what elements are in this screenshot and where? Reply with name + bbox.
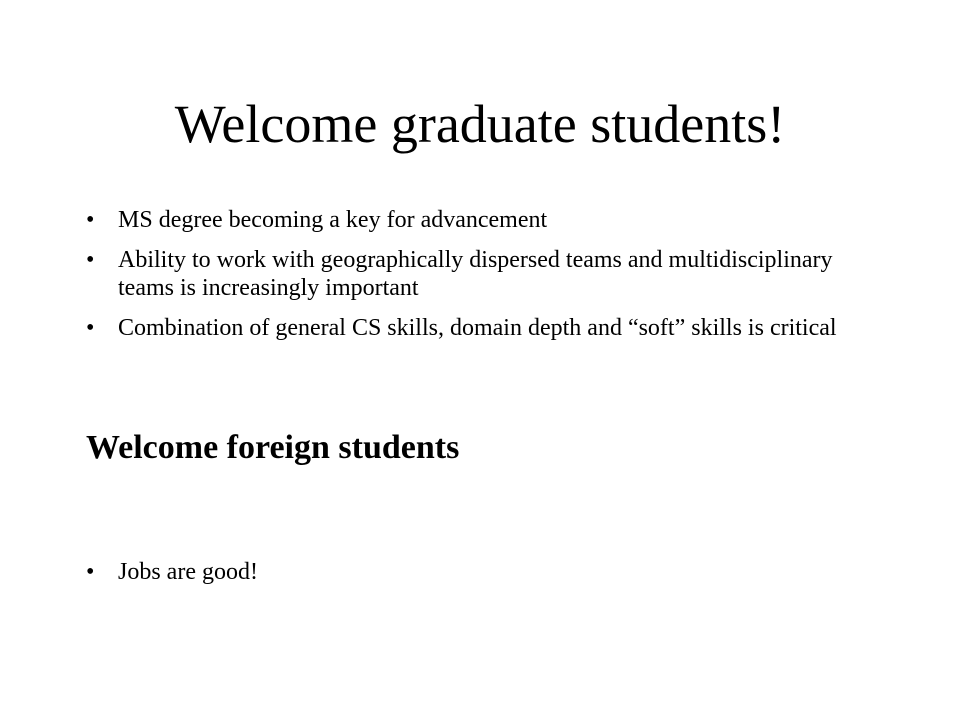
bullet-text: Combination of general CS skills, domain depth and “soft” skills is critical (118, 315, 837, 341)
bullet-item (86, 314, 886, 342)
bullet-icon: • (86, 247, 95, 273)
slide-title: Welcome graduate students! (174, 94, 786, 154)
bullet-list-foreign (86, 558, 886, 598)
bullet-icon: • (86, 559, 95, 585)
bullet-icon: • (86, 207, 95, 233)
bullet-text: MS degree becoming a key for advancement (118, 207, 548, 233)
bullet-item (86, 558, 886, 586)
bullet-list-graduate (86, 206, 886, 354)
bullet-text: Ability to work with geographically dispersed teams and multidisciplinary teams is increasingly important (118, 247, 833, 301)
bullet-icon: • (86, 315, 95, 341)
bullet-item (86, 246, 886, 302)
bullet-item (86, 206, 886, 234)
subheading: Welcome foreign students (86, 429, 460, 466)
bullet-text: Jobs are good! (118, 559, 258, 585)
